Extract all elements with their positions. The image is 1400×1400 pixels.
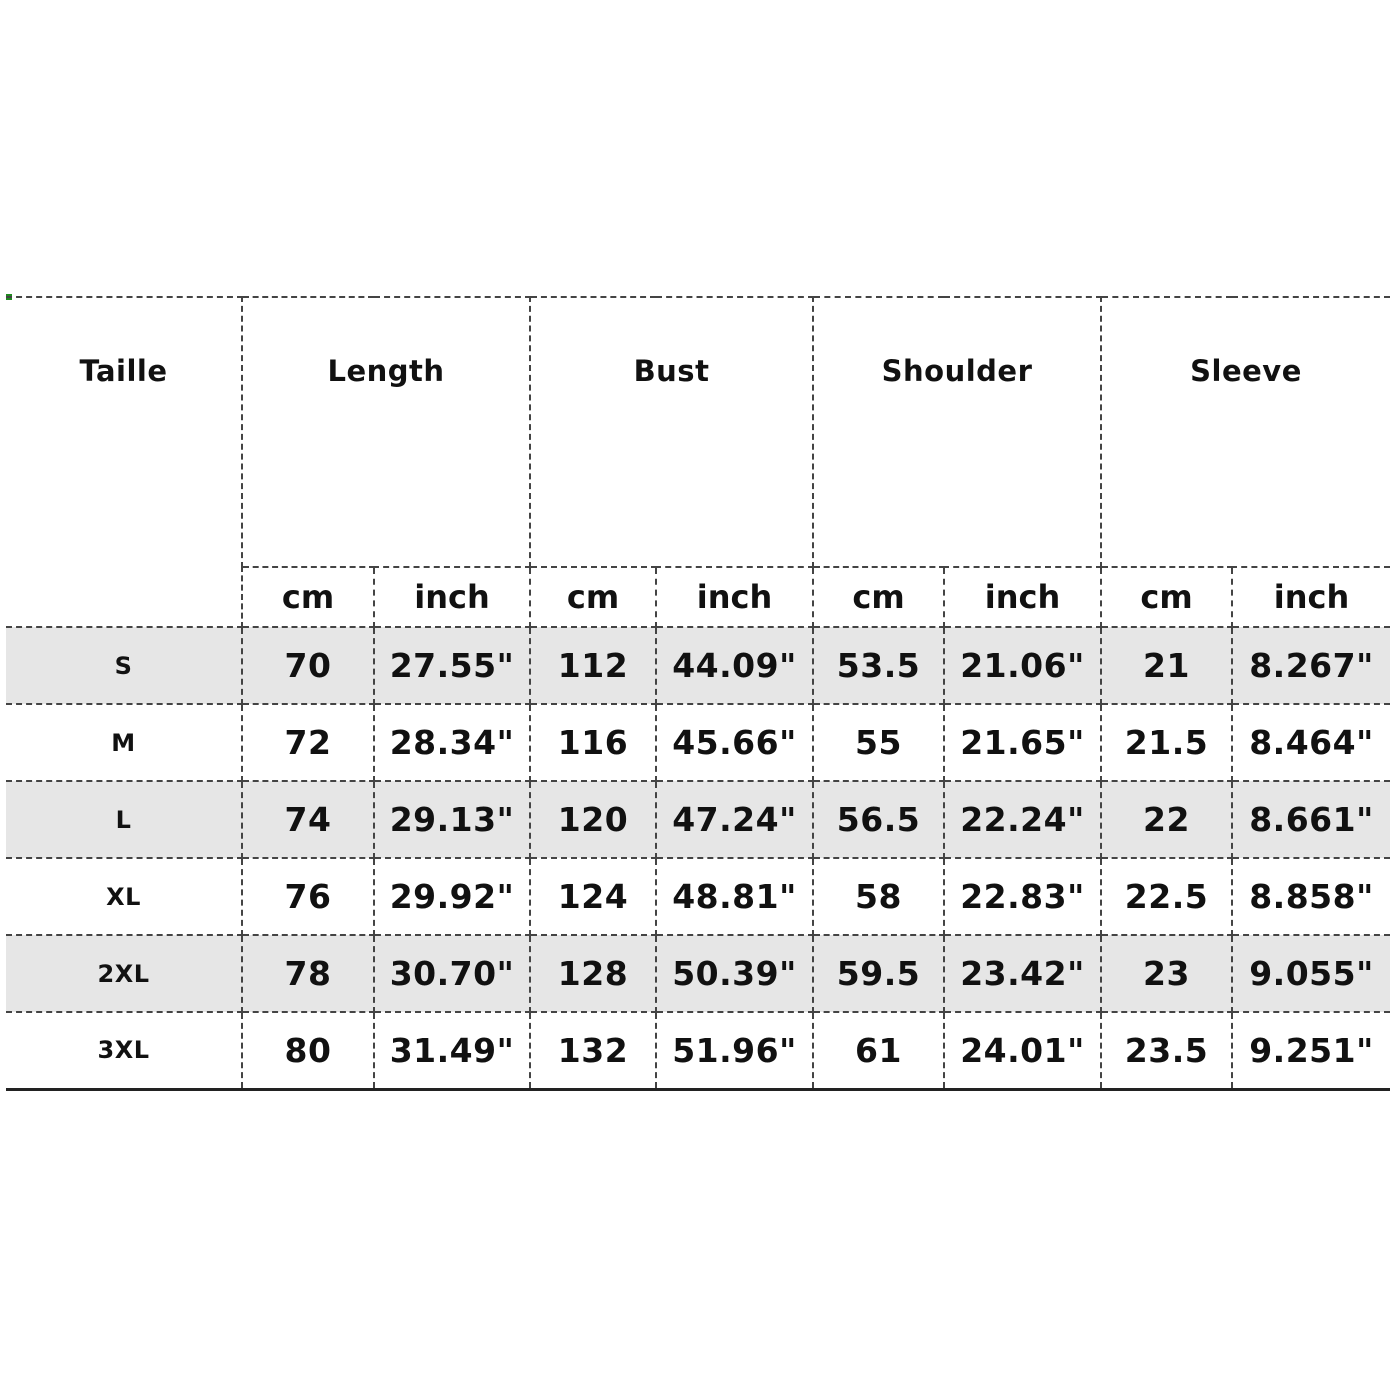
unit-header: inch bbox=[944, 567, 1101, 627]
value-cell: 132 bbox=[530, 1012, 656, 1089]
value-cell: 128 bbox=[530, 935, 656, 1012]
value-cell: 53.5 bbox=[813, 627, 944, 704]
value-cell: 22.5 bbox=[1101, 858, 1232, 935]
size-column-header: Taille bbox=[6, 297, 242, 627]
size-cell: S bbox=[6, 627, 242, 704]
unit-header: cm bbox=[1101, 567, 1232, 627]
value-cell: 50.39" bbox=[656, 935, 813, 1012]
value-cell: 27.55" bbox=[374, 627, 530, 704]
value-cell: 9.251" bbox=[1232, 1012, 1390, 1089]
value-cell: 8.858" bbox=[1232, 858, 1390, 935]
value-cell: 48.81" bbox=[656, 858, 813, 935]
value-cell: 80 bbox=[242, 1012, 374, 1089]
value-cell: 116 bbox=[530, 704, 656, 781]
value-cell: 22.24" bbox=[944, 781, 1101, 858]
value-cell: 124 bbox=[530, 858, 656, 935]
size-cell: L bbox=[6, 781, 242, 858]
value-cell: 51.96" bbox=[656, 1012, 813, 1089]
value-cell: 56.5 bbox=[813, 781, 944, 858]
value-cell: 59.5 bbox=[813, 935, 944, 1012]
value-cell: 21.5 bbox=[1101, 704, 1232, 781]
value-cell: 23.42" bbox=[944, 935, 1101, 1012]
size-cell: 2XL bbox=[6, 935, 242, 1012]
unit-header: inch bbox=[374, 567, 530, 627]
value-cell: 21.65" bbox=[944, 704, 1101, 781]
table-row bbox=[6, 627, 1390, 704]
value-cell: 45.66" bbox=[656, 704, 813, 781]
measure-header-row bbox=[6, 297, 1390, 567]
unit-header: cm bbox=[242, 567, 374, 627]
value-cell: 23.5 bbox=[1101, 1012, 1232, 1089]
value-cell: 8.661" bbox=[1232, 781, 1390, 858]
value-cell: 78 bbox=[242, 935, 374, 1012]
unit-header: cm bbox=[530, 567, 656, 627]
value-cell: 112 bbox=[530, 627, 656, 704]
value-cell: 72 bbox=[242, 704, 374, 781]
value-cell: 120 bbox=[530, 781, 656, 858]
value-cell: 22.83" bbox=[944, 858, 1101, 935]
value-cell: 22 bbox=[1101, 781, 1232, 858]
value-cell: 24.01" bbox=[944, 1012, 1101, 1089]
bust-header: Bust bbox=[530, 297, 813, 567]
value-cell: 47.24" bbox=[656, 781, 813, 858]
unit-header: inch bbox=[1232, 567, 1390, 627]
value-cell: 74 bbox=[242, 781, 374, 858]
size-cell: M bbox=[6, 704, 242, 781]
value-cell: 23 bbox=[1101, 935, 1232, 1012]
length-header: Length bbox=[242, 297, 530, 567]
table-row bbox=[6, 858, 1390, 935]
table-row bbox=[6, 1012, 1390, 1089]
value-cell: 8.464" bbox=[1232, 704, 1390, 781]
value-cell: 55 bbox=[813, 704, 944, 781]
value-cell: 29.13" bbox=[374, 781, 530, 858]
value-cell: 44.09" bbox=[656, 627, 813, 704]
value-cell: 30.70" bbox=[374, 935, 530, 1012]
unit-header: cm bbox=[813, 567, 944, 627]
size-cell: XL bbox=[6, 858, 242, 935]
value-cell: 8.267" bbox=[1232, 627, 1390, 704]
value-cell: 21 bbox=[1101, 627, 1232, 704]
value-cell: 21.06" bbox=[944, 627, 1101, 704]
table-row bbox=[6, 704, 1390, 781]
value-cell: 9.055" bbox=[1232, 935, 1390, 1012]
sleeve-header: Sleeve bbox=[1101, 297, 1390, 567]
value-cell: 70 bbox=[242, 627, 374, 704]
value-cell: 31.49" bbox=[374, 1012, 530, 1089]
size-cell: 3XL bbox=[6, 1012, 242, 1089]
table-row bbox=[6, 935, 1390, 1012]
unit-header: inch bbox=[656, 567, 813, 627]
value-cell: 58 bbox=[813, 858, 944, 935]
value-cell: 28.34" bbox=[374, 704, 530, 781]
value-cell: 61 bbox=[813, 1012, 944, 1089]
table-row bbox=[6, 781, 1390, 858]
value-cell: 29.92" bbox=[374, 858, 530, 935]
size-chart-table bbox=[6, 296, 1390, 1091]
shoulder-header: Shoulder bbox=[813, 297, 1101, 567]
value-cell: 76 bbox=[242, 858, 374, 935]
